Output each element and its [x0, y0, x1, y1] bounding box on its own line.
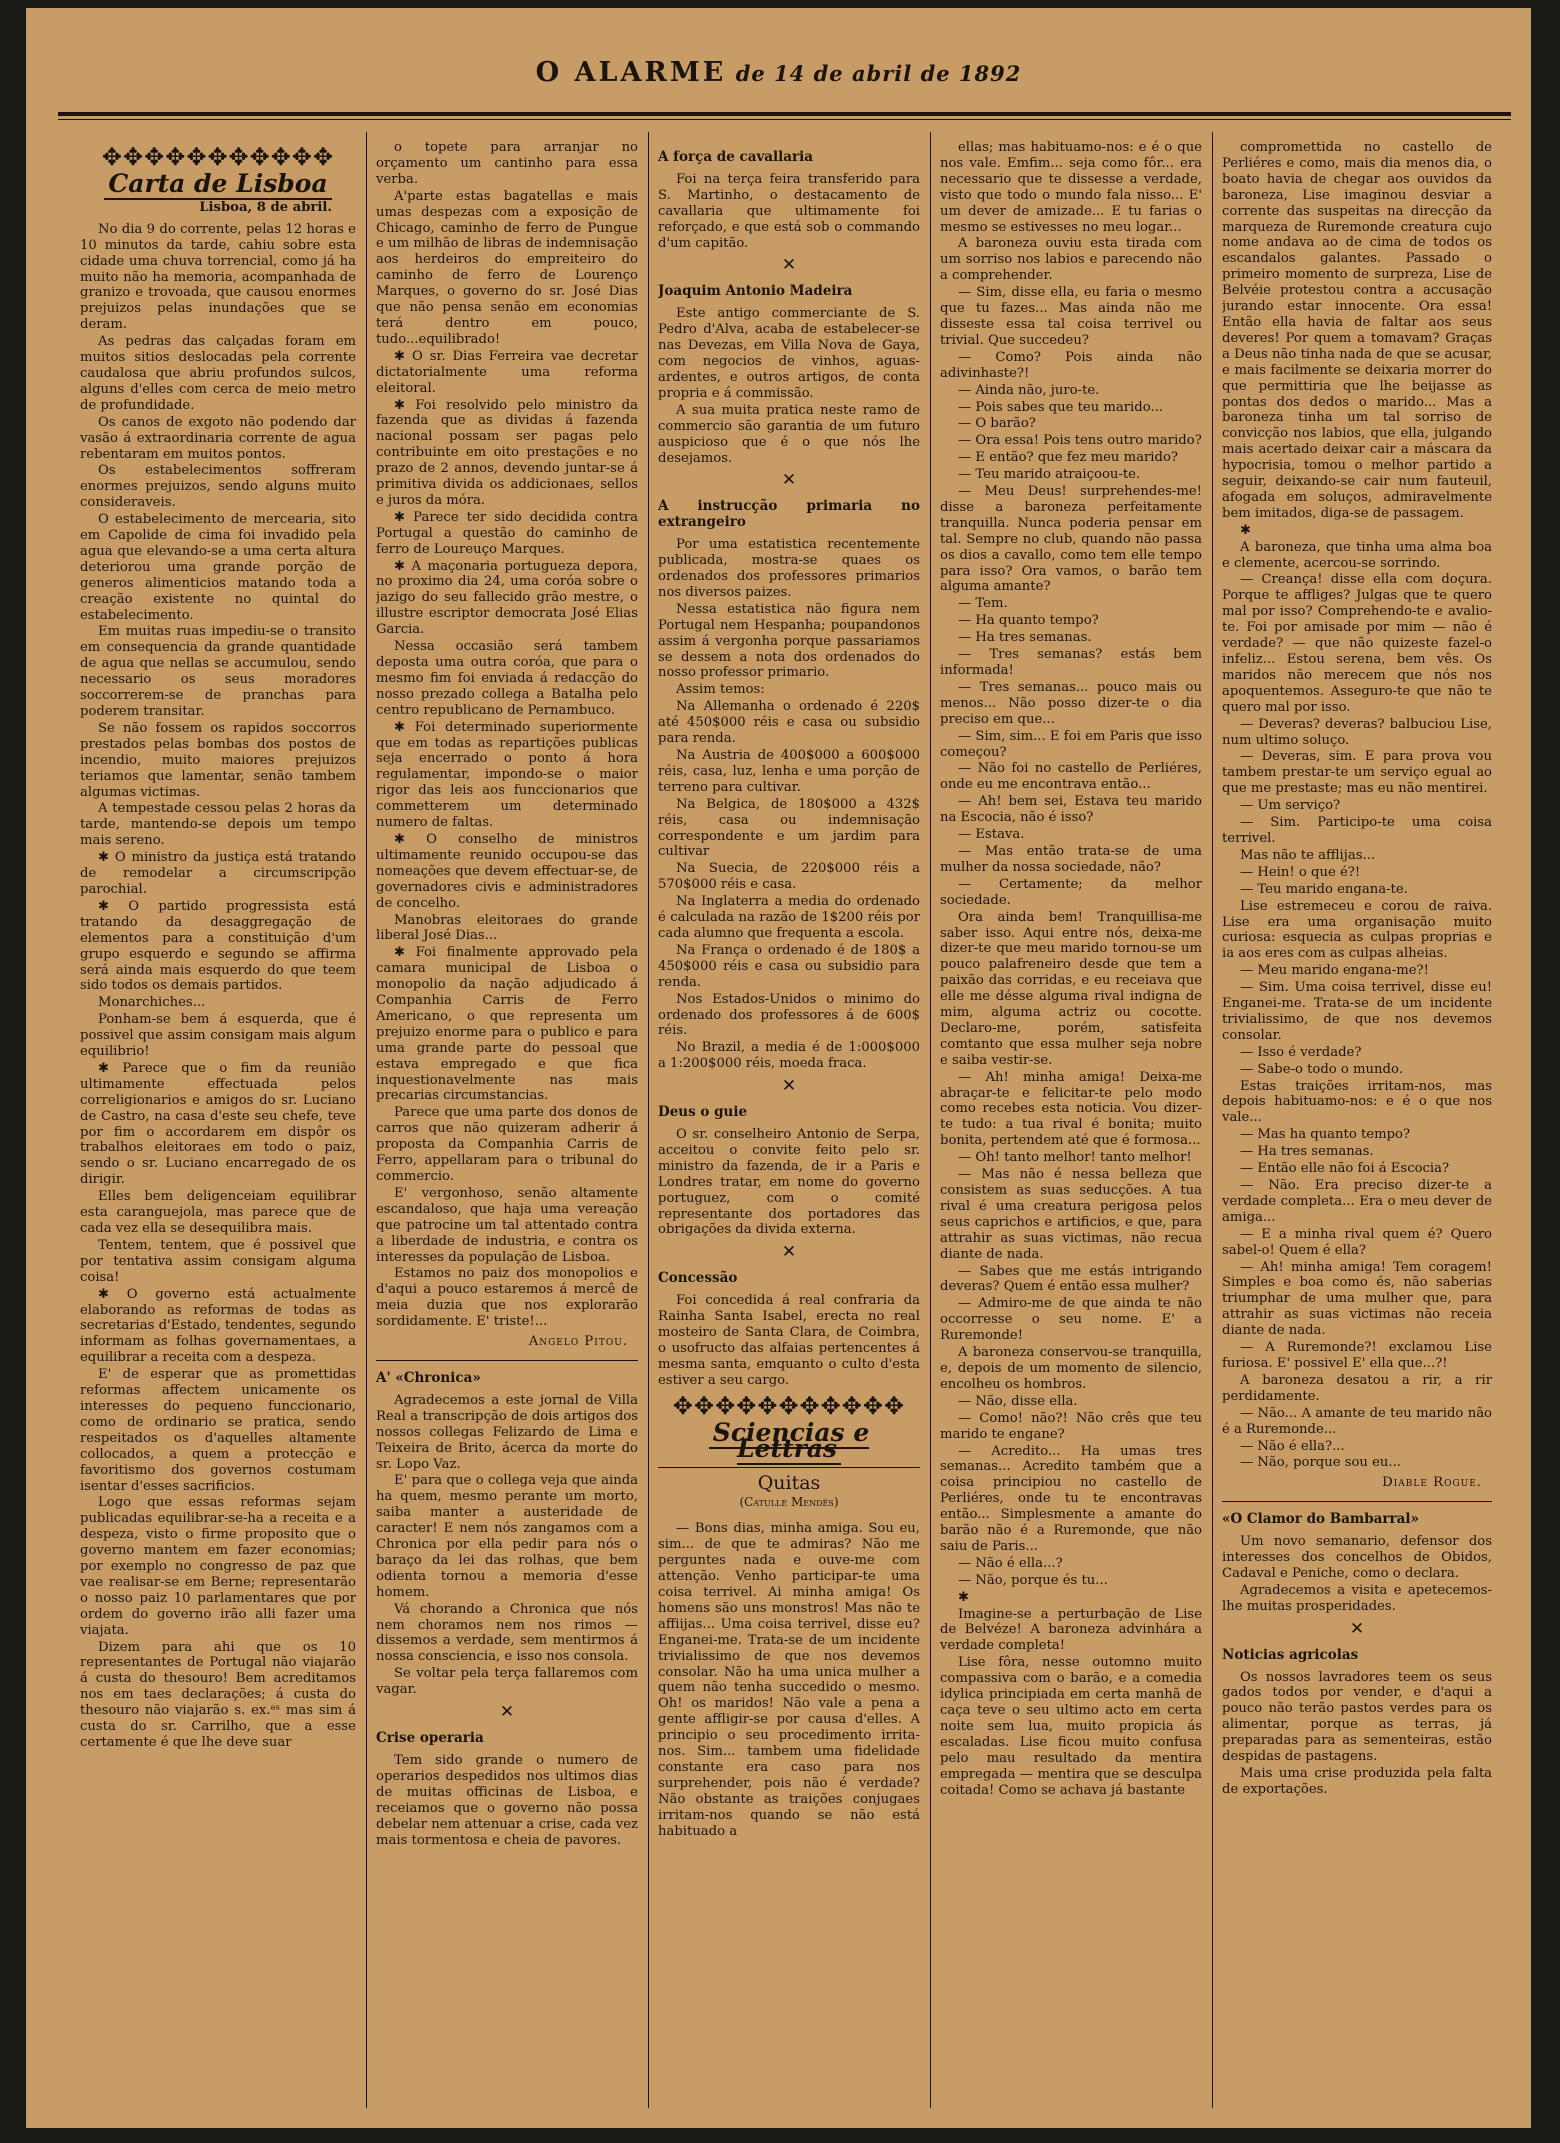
paragraph: Tem sido grande o numero de operarios despedidos nos ultimos dias de muitas officinas de Lisboa, e receiamos que o governo não possa debelar nem attenuar a crise, cada vez mais tormentosa e cheia de pavores.: [376, 1753, 638, 1848]
paragraph: Mas não te afflijas...: [1240, 847, 1376, 863]
paragraph: Os canos de exgoto não podendo dar vasão á extraordinaria corrente de agua rebentaram em muitos pontos.: [80, 414, 356, 462]
paragraph: Vá chorando a Chronica que nós nem choramos nem nos rimos — dissemos a verdade, sem mentirmos á nossa consciencia, e isso nos consola.: [376, 1601, 638, 1665]
paragraph: Tentem, tentem, que é possivel que por tentativa assim consigam alguma coisa!: [80, 1237, 356, 1285]
paragraph: Se não fossem os rapidos soccorros prestados pelas bombas dos postos de incendio, muito maiores prejuizos teriamos que lamentar, senão tambem algumas victimas.: [80, 720, 356, 800]
paragraph: — Deveras? deveras? balbuciou Lise, num ultimo soluço.: [1222, 716, 1492, 748]
article-body: [658, 537, 920, 1072]
paragraph: A'parte estas bagatellas e mais umas despezas com a exposição de Chicago, caminho de ferro de Pungue e um milhão de libras de indemnisação aos herdeiros do empreiteiro do caminho de ferro de Lourenço Marques, o governo do sr. José Dias que não pensa senão em economias terá dentro em pouco, tudo...equilibrado!: [376, 188, 638, 347]
paragraph: — Pois sabes que teu marido...: [958, 399, 1164, 415]
paragraph: Mais uma crise produzida pela falta de exportações.: [1222, 1766, 1492, 1797]
paragraph: Nos Estados-Unidos o minimo do ordenado dos professores á de 600$ réis.: [658, 991, 920, 1039]
paragraph: Foi concedida á real confraria da Rainha Santa Isabel, erecta no real mosteiro de Santa Clara, de Coimbra, o usofructo das alfaias pertencentes á mesma santa, emquanto o culto d'esta estiver a seu cargo.: [658, 1293, 920, 1388]
section-heading-agricolas: Noticias agricolas: [1222, 1646, 1359, 1663]
paragraph: — Mas ha quanto tempo?: [1240, 1127, 1411, 1143]
paragraph: Na Austria de 400$000 a 600$000 réis, casa, luz, lenha e uma porção de terreno para cultivar.: [658, 748, 920, 795]
paragraph: Na Inglaterra a media do ordenado é calculada na razão de 1$200 réis por cada alumno que frequenta a escola.: [658, 894, 920, 941]
masthead-rule: [58, 112, 1511, 116]
paragraph: — Então elle não foi á Escocia?: [1240, 1161, 1450, 1177]
paragraph: A tempestade cessou pelas 2 horas da tarde, mantendo-se depois um tempo mais sereno.: [80, 801, 356, 849]
paragraph: Parece que uma parte dos donos de carros que não quizeram adherir á proposta da Companhia Carris de Ferro, appellaram para o tribunal do commercio.: [376, 1105, 638, 1184]
paragraph: Ora ainda bem! Tranquillisa-me saber isso. Aqui entre nós, deixa-me dizer-te que meu marido tornou-se um pouco palafreneiro desde que tem a paixão das corridas, e eu receiava que elle me désse alguma rival indigna de mim, alguma actriz ou cocotte. Declaro-me, porém, satisfeita comtanto que essa mulher seja nobre e saiba vestir-se.: [940, 909, 1202, 1068]
paragraph: ✱ Parece que o fim da reunião ultimamente effectuada pelos correligionarios e amigos do sr. Luciano de Castro, na casa d'este seu chefe, teve por fim o accordarem em dispôr os trabalhos eleitoraes em todo o paiz, sendo o sr. Luciano encarregado de os dirigir.: [80, 1060, 356, 1188]
section-heading-concessao: Concessão: [658, 1270, 738, 1287]
paragraph: — Sim, sim... E foi em Paris que isso começou?: [940, 728, 1202, 760]
separator-icon: ✕: [781, 255, 797, 276]
paragraph: — Mas não é nessa belleza que consistem as suas seducções. A tua rival é uma creatura perigosa pelos seus caprichos e artificios, e que, para attrahir as suas victimas, não recua diante de nada.: [940, 1167, 1202, 1262]
paragraph: ellas; mas habituamo-nos: e é o que nos vale. Emfim... seja como fôr... era necessario que te dissesse a verdade, visto que todo o mundo fala nisso... E' um dever de amizade... E tu farias o mesmo se estivesses no meu logar...: [940, 140, 1202, 235]
paragraph: — Sim. Participo-te uma coisa terrivel.: [1222, 815, 1492, 846]
paragraph: Agradecemos a este jornal de Villa Real a transcripção de dois artigos dos nossos collegas Felizardo de Lima e Teixeira de Brito, ácerca da morte do sr. Lopo Vaz.: [376, 1392, 638, 1472]
paragraph: ✱ Foi resolvido pelo ministro da fazenda que as dividas á fazenda nacional possam ser pagas pelo contribuinte em oito prestações e no prazo de 2 annos, devendo juntar-se á primitiva divida os addicionaes, sellos e juros da móra.: [376, 397, 638, 508]
dateline: Lisboa, 8 de abril.: [199, 199, 332, 215]
paragraph: — Sabe-o todo o mundo.: [1240, 1061, 1403, 1077]
paragraph: — Não, porque sou eu...: [1240, 1455, 1401, 1471]
paragraph: — Meu Deus! surprehendes-me! disse a baroneza perfeitamente tranquilla. Nunca poderia pensar em tal. Sempre no club, quando não passa os dios a cavallo, como tem elle tempo para isso? Ora vamos, o barão tem alguma amante?: [940, 484, 1202, 595]
separator-icon: ✕: [781, 1076, 797, 1097]
paragraph: o topete para arranjar no orçamento um cantinho para essa verba.: [376, 140, 638, 187]
article-body: [376, 140, 638, 1330]
column-4: [940, 140, 1202, 2100]
paragraph: — Sim, disse ella, eu faria o mesmo que tu fazes... Mas ainda não me disseste essa tal coisa terrivel ou trivial. Que succedeu?: [940, 285, 1202, 348]
paragraph: O estabelecimento de mercearia, sito em Capolide de cima foi invadido pela agua que elevando-se a uma certa altura deteriorou uma grande porção de generos alimenticios matando toda a creação existente no quintal do estabelecimento.: [80, 512, 356, 623]
section-heading-instrucao: A instrucção primaria no extrangeiro: [658, 498, 920, 531]
paragraph: compromettida no castello de Perliéres e como, mais dia menos dia, o boato havia de chegar aos ouvidos da baroneza, Lise imaginou desviar a corrente das suspeitas na direcção da marqueza de Ruremonde creatura cujo nome andava ao de cima de todos os escandalos galantes. Passado o primeiro momento de surpreza, Lise de Belvéie protestou contra a accusação jurando estar innocente. Ora essa! Então ella havia de faltar aos seus deveres! Por quem a tomavam? Graças a Deus não tinha nada de que se acusar, e mais facilmente se deixaria morrer do que permittiria que lhe beijasse as pontas dos dedos o marido... Mas a baroneza tinha um tal sorriso de convicção nos labios, que ella, julgando mais acertado deixar cair a máscara da hypocrisia, tomou o melhor partido a seguir, deixando-se cair num fauteuil, afogada em soluços, admiravelmente bem imitados, diga-se de passagem.: [1222, 140, 1492, 521]
article-body: [658, 1293, 920, 1388]
paragraph: As pedras das calçadas foram em muitos sitios deslocadas pela corrente caudalosa que abriu profundos sulcos, alguns d'elles com cerca de meio metro de profundidade.: [80, 334, 356, 413]
paragraph: — Não... A amante de teu marido não é a Ruremonde...: [1222, 1405, 1492, 1437]
article-body: [80, 222, 356, 1751]
paragraph: — Mas então trata-se de uma mulher da nossa sociedade, não?: [940, 843, 1202, 875]
paragraph: Dizem para ahi que os 10 representantes de Portugal não viajarão á custa do thesouro! Bem acreditamos nos em taes declarações; á custa do thesouro não viajarão s. ex.ᵃˢ mas sim á custa do sr. Carrilho, que a esse certamente é que lhe deve suar: [80, 1639, 356, 1750]
paragraph: Os nossos lavradores teem os seus gados todos por vender, e d'aqui a pouco não terão pastos verdes para os alimentar, porque as terras, já preparadas para as sementeiras, estão despidas de pastagens.: [1222, 1669, 1492, 1765]
paragraph: — Estava.: [958, 827, 1025, 843]
paragraph: — Tres semanas... pouco mais ou menos... Não posso dizer-te o dia preciso em que...: [940, 679, 1202, 727]
paragraph: — Ha tres semanas.: [958, 630, 1092, 646]
paragraph: A baroneza, que tinha uma alma boa e clemente, acercou-se sorrindo.: [1222, 539, 1492, 571]
paragraph: — Não, disse ella.: [958, 1393, 1078, 1409]
paragraph: Lise estremeceu e corou de raiva. Lise era uma organisação muito curiosa: esquecia as culpas proprias e ia aos eres com as culpas alheias.: [1222, 898, 1492, 962]
paragraph: — Ha quanto tempo?: [958, 613, 1099, 629]
newspaper-title: O ALARME: [535, 57, 727, 88]
paragraph: — Teu marido atraiçoou-te.: [958, 467, 1141, 483]
paragraph: — Um serviço?: [1240, 798, 1341, 814]
paragraph: Imagine-se a perturbação de Lise de Belvéze! A baroneza advinhára a verdade completa!: [940, 1606, 1202, 1654]
story-body: [1222, 140, 1492, 1471]
paragraph: Na Belgica, de 180$000 a 432$ réis, casa ou indemnisação correspondente e um jardim para cultivar: [658, 796, 920, 860]
paragraph: Na França o ordenado é de 180$ a 450$000 réis e casa ou subsidio para renda.: [658, 942, 920, 990]
story-title: Quitas: [757, 1471, 821, 1494]
paragraph: — Não é ella...?: [958, 1555, 1063, 1571]
section-heading-chronica: A' «Chronica»: [376, 1369, 481, 1386]
paragraph: ✱ O conselho de ministros ultimamente reunido occupou-se das nomeações que devem effectuar-se, de governadores civis e administradores de concelho.: [376, 831, 638, 911]
paragraph: A baroneza conservou-se tranquilla, e, depois de um momento de silencio, encolheu os hombros.: [940, 1345, 1202, 1392]
author-signature: Angelo Pitou.: [528, 1334, 628, 1350]
column-divider: [648, 132, 649, 2108]
paragraph: ✱ O ministro da justiça está tratando de remodelar a circumscripção parochial.: [80, 850, 356, 897]
ornament-border: ✥✥✥✥✥✥✥✥✥✥✥: [101, 143, 335, 171]
section-heading-cavallaria: A força de cavallaria: [658, 149, 814, 165]
article-body: [1222, 1670, 1492, 1798]
separator-icon: ✕: [1349, 1618, 1365, 1639]
paragraph: E' vergonhoso, senão altamente escandaloso, que haja uma vereação que patrocine um tal attentado contra a liberdade de industria, e contra os interesses da população de Lisboa.: [376, 1185, 638, 1265]
paragraph: — E a minha rival quem é? Quero sabel-o! Quem é ella?: [1222, 1226, 1492, 1258]
paragraph: — Ah! minha amiga! Deixa-me abraçar-te e felicitar-te pelo modo como recebes esta noticia. Vou dizer-te tudo: a tua rival é bonita; muito bonita, pertendem até que é formosa...: [940, 1069, 1202, 1149]
paragraph: Monarchiches...: [98, 995, 206, 1011]
section-rule: [376, 1360, 638, 1361]
issue-date: de 14 de abril de 1892: [735, 61, 1022, 86]
paragraph: — Como! não?! Não crês que teu marido te engane?: [940, 1410, 1202, 1442]
paragraph: ✱ A maçonaria portugueza depora, no proximo dia 24, uma coróa sobre o jazigo do seu fallecido grão mestre, o illustre escriptor democrata José Elias Garcia.: [376, 558, 638, 638]
paragraph: — Tres semanas? estás bem informada!: [940, 647, 1202, 678]
paragraph: Lise fôra, nesse outomno muito compassiva com o barão, e a comedia idylica principiada em certa manhã de caça teve o seu ultimo acto em certa noite sem lua, muito propicia ás escaladas. Lise ficou muito confusa pelo mau resultado da mentira empregada — mentira que se desculpa coitada! Como se achava já bastante: [940, 1655, 1202, 1798]
paragraph: Foi na terça feira transferido para S. Martinho, o destacamento de cavallaria que ultimamente foi reforçado, e que está sob o commando d'um capitão.: [658, 171, 920, 251]
paragraph: — Teu marido engana-te.: [1240, 881, 1408, 897]
paragraph: ✱: [958, 1589, 970, 1605]
masthead: [26, 48, 1531, 98]
paragraph: ✱ O partido progressista está tratando da desaggregação de elementos para a constituição d'um grupo esquerdo e segundo se affirma será ainda mais esquerdo do que teem sido todos os demais partidos.: [80, 898, 356, 994]
paragraph: No Brazil, a media é de 1:000$000 a 1:200$000 réis, moeda fraca.: [658, 1040, 920, 1072]
author-signature: Diable Rogue.: [1382, 1475, 1482, 1491]
section-rule: [1222, 1501, 1492, 1502]
article-body: [376, 1753, 638, 1848]
paragraph: — Deveras, sim. E para prova vou tambem prestar-te um serviço egual ao que me prestaste; mas eu não mentirei.: [1222, 749, 1492, 797]
section-heading-clamor: «O Clamor do Bambarral»: [1222, 1511, 1419, 1528]
paragraph: Por uma estatistica recentemente publicada, mostra-se quaes os ordenados dos professores primarios nos diversos paizes.: [658, 537, 920, 600]
paragraph: — Tem.: [958, 596, 1008, 612]
paragraph: Logo que essas reformas sejam publicadas equilibrar-se-ha a receita e a despeza, visto o firme proposito que o governo mantem em fazer economias; por exemplo no congresso de paz que vae realisar-se em Berne; representarão o nosso paiz 10 parlamentares que por ordem do governo irão alli fazer uma viajata.: [80, 1495, 356, 1638]
section-heading-guie: Deus o guie: [658, 1104, 748, 1121]
paragraph: No dia 9 do corrente, pelas 12 horas e 10 minutos da tarde, cahiu sobre esta cidade uma chuva torrencial, como já ha muito não ha memoria, acompanhada de granizo e trovoada, que causou enormes prejuizos pelas inundações que se deram.: [80, 221, 356, 333]
paragraph: Manobras eleitoraes do grande liberal José Dias...: [376, 912, 638, 944]
paragraph: — Sim. Uma coisa terrivel, disse eu! Enganei-me. Trata-se de um incidente trivialissimo, de que nos devemos consolar.: [1222, 980, 1492, 1043]
paragraph: — E então? que fez meu marido?: [958, 450, 1178, 466]
section-heading-crise: Crise operaria: [376, 1730, 484, 1747]
paragraph: — Certamente; da melhor sociedade.: [940, 876, 1202, 908]
paragraph: Ponham-se bem á esquerda, que é possivel que assim consigam mais algum equilibrio!: [80, 1012, 356, 1060]
paragraph: — Não foi no castello de Perliéres, onde eu me encontrava então...: [940, 761, 1202, 793]
paragraph: — Não, porque és tu...: [958, 1572, 1108, 1588]
paragraph: Agradecemos a visita e apetecemos-lhe muitas prosperidades.: [1222, 1582, 1492, 1614]
paragraph: A sua muita pratica neste ramo de commercio são garantia de um futuro auspicioso que é o que nós lhe desejamos.: [658, 402, 920, 466]
section-heading-madeira: Joaquim Antonio Madeira: [658, 283, 853, 300]
paragraph: — Ora essa! Pois tens outro marido?: [958, 433, 1202, 449]
paragraph: — Ha tres semanas.: [1240, 1144, 1374, 1160]
column-2: [376, 140, 638, 2100]
newspaper-page: [26, 8, 1531, 2128]
article-body: [658, 1127, 920, 1238]
paragraph: — Ainda não, juro-te.: [958, 382, 1100, 398]
paragraph: Em muitas ruas impediu-se o transito em consequencia da grande quantidade de agua que nellas se accumulou, sendo necessario os seus moradores soccorrerem-se de pranchas para poderem transitar.: [80, 624, 356, 719]
paragraph: — Ah! minha amiga! Tem coragem! Simples e boa como és, não saberias triumphar de uma mulher que, para attrahir as suas victimas não receia diante de nada.: [1222, 1259, 1492, 1339]
paragraph: Estas traições irritam-nos, mas depois habituamo-nos: e é o que nos vale...: [1222, 1078, 1492, 1126]
paragraph: Nessa estatistica não figura nem Portugal nem Hespanha; poupandonos assim á vergonha porque passariamos se dessem a nota dos ordenados do nosso professor primario.: [658, 601, 920, 681]
paragraph: Este antigo commerciante de S. Pedro d'Alva, acaba de estabelecer-se nas Devezas, em Villa Nova de Gaya, com negocios de vinhos, aguas-ardentes, e outros artigos, de conta propria e á commissão.: [658, 306, 920, 401]
separator-icon: ✕: [781, 1242, 797, 1263]
paragraph: Nessa occasião será tambem deposta uma outra coróa, que para o mesmo fim foi enviada á redacção do nosso prezado collega a Batalha pelo centro republicano de Pernambuco.: [376, 639, 638, 718]
paragraph: A baroneza desatou a rir, a rir perdidamente.: [1222, 1372, 1492, 1404]
paragraph: ✱ Foi finalmente approvado pela camara municipal de Lisboa o monopolio da nação adjudicado á Companhia Carris de Ferro Americano, o que representa um prejuizo enorme para o publico e para uma grande parte do pessoal que estava empregado e que fica inquestionavelmente nas mais precarias circumstancias.: [376, 945, 638, 1104]
paragraph: O sr. conselheiro Antonio de Serpa, acceitou o convite feito pelo sr. ministro da fazenda, de ir a Paris e Londres tratar, em nome do governo portuguez, com o comité representante dos portadores das obrigações da divida externa.: [658, 1127, 920, 1238]
paragraph: — A Ruremonde?! exclamou Lise furiosa. E' possivel E' ella que...?!: [1222, 1340, 1492, 1371]
column-divider: [930, 132, 931, 2108]
paragraph: — Creança! disse ella com doçura. Porque te affliges? Julgas que te quero mal por isso? Comprehendo-te e avalio-te. Foi por amisade por mim — não é verdade? — que não quizeste fazel-o infeliz... Estou serena, bem vês. Os maridos não merecem que nós nos apoquentemos. Asseguro-te que não te quero mal por isso.: [1222, 572, 1492, 715]
section-heading-carta: Carta de Lisboa: [80, 176, 356, 192]
paragraph: A baroneza ouviu esta tirada com um sorriso nos labios e parecendo não a comprehender.: [940, 236, 1202, 284]
article-body: [658, 306, 920, 466]
paragraph: Se voltar pela terça fallaremos com vagar.: [376, 1666, 638, 1698]
ornament-border: ✥✥✥✥✥✥✥✥✥✥✥: [672, 1391, 906, 1420]
paragraph: — Acredito... Ha umas tres semanas... Acredito também que a coisa principiou no castello de Perliéres, onde tu te encontravas então... Simplesmente a amante do barão não é a Ruremonde, que não saiu de Paris...: [940, 1443, 1202, 1554]
paragraph: — Sabes que me estás intrigando deveras? Quem é então essa mulher?: [940, 1263, 1202, 1295]
article-body: [376, 1393, 638, 1698]
column-5: [1222, 140, 1492, 2100]
paragraph: ✱ Parece ter sido decidida contra Portugal a questão do caminho de ferro de Loureuço Marques.: [376, 509, 638, 557]
column-3: [658, 140, 920, 2100]
paragraph: — Hein! o que é?!: [1240, 864, 1361, 880]
paragraph: — Não. Era preciso dizer-te a verdade completa... Era o meu dever de amiga...: [1222, 1178, 1492, 1225]
story-body: [658, 1521, 920, 1839]
paragraph: ✱ Foi determinado superiormente que em todas as repartições publicas seja encerrado o ponto á hora regulamentar, impondo-se o maior rigor das leis aos funccionarios que commetterem um determinado numero de faltas.: [376, 719, 638, 831]
paragraph: — Não é ella?...: [1240, 1438, 1345, 1454]
section-heading-sciencias: Sciencias e Lettras: [658, 1425, 920, 1457]
paragraph: ✱ O governo está actualmente elaborando as reformas de todas as secretarias d'Estado, tendentes, segundo informam as folhas governamentaes, a equilibrar a receita com a despeza.: [80, 1286, 356, 1366]
paragraph: — Admiro-me de que ainda te não occorresse o seu nome. E' a Ruremonde!: [940, 1296, 1202, 1344]
masthead-rule-thin: [58, 119, 1511, 120]
section-rule: [658, 1467, 920, 1468]
paragraph: Na Suecia, de 220$000 réis a 570$000 réis e casa.: [658, 861, 920, 893]
separator-icon: ✕: [781, 470, 797, 491]
paragraph: Elles bem deligenceiam equilibrar esta caranguejola, mas parece que de cada vez ella se desequilibra mais.: [80, 1189, 356, 1236]
article-body: [1222, 1534, 1492, 1615]
paragraph: ✱: [1240, 522, 1252, 538]
paragraph: Um novo semanario, defensor dos interesses dos concelhos de Obidos, Cadaval e Peniche, como o declara.: [1222, 1534, 1492, 1581]
paragraph: ✱ O sr. Dias Ferreira vae decretar dictatorialmente uma reforma eleitoral.: [376, 348, 638, 396]
paragraph: E' de esperar que as promettidas reformas affectem unicamente os interesses do pequeno funccionario, como de ordinario se pratica, sendo respeitados os d'aquelles altamente collocados, a quem a protecção e favoritismo dos governos costumam isentar d'esses sacrificios.: [80, 1367, 356, 1494]
column-divider: [366, 132, 367, 2108]
paragraph: Os estabelecimentos soffreram enormes prejuizos, sendo alguns muito consideraveis.: [80, 463, 356, 511]
paragraph: — Meu marido engana-me?!: [1240, 963, 1429, 979]
story-body: [940, 140, 1202, 1798]
paragraph: — Como? Pois ainda não adivinhaste?!: [940, 349, 1202, 381]
paragraph: — Isso é verdade?: [1240, 1044, 1362, 1060]
paragraph: Na Allemanha o ordenado é 220$ até 450$000 réis e casa ou subsidio para renda.: [658, 699, 920, 747]
column-1: [80, 140, 356, 2100]
article-body: [658, 172, 920, 252]
column-divider: [1212, 132, 1213, 2108]
paragraph: — Bons dias, minha amiga. Sou eu, sim... de que te admiras? Não me perguntes nada e ouve-me com attenção. Venho participar-te uma coisa terrivel. Ai minha amiga! Os homens são uns monstros! Mas não te affiijas... Uma coisa terrivel, disse eu? Enganei-me. Trata-se de um incidente trivialissimo de que nos devemos consolar. Não ha uma unica mulher a quem não tenha succedido o mesmo. Oh! os maridos! Não vale a pena a gente affligir-se por causa d'elles. A principio o seu procedimento irrita-nos. Sim... tambem uma fidelidade constante era caso para nos surprehender, pois não é verdade? Não obstante as traições conjugaes irritam-nos quando se não está habituado a: [658, 1521, 920, 1839]
paragraph: Assim temos:: [676, 682, 765, 698]
separator-icon: ✕: [499, 1702, 515, 1723]
paragraph: E' para que o collega veja que ainda ha quem, mesmo perante um morto, saiba manter a austeridade de caracter! E nem nós zangamos com a Chronica por ella pedir para nós o baraço da lei das rolhas, que bem odienta tornou a memoria d'esse homem.: [376, 1473, 638, 1600]
story-author: (Catulle Mendès): [739, 1495, 839, 1510]
paragraph: Estamos no paiz dos monopolios e d'aqui a pouco estaremos á mercê de meia duzia que nos explorarão sordidamente. E' triste!...: [376, 1266, 638, 1330]
paragraph: — Ah! bem sei, Estava teu marido na Escocia, não é isso?: [940, 794, 1202, 826]
paragraph: — O barão?: [958, 416, 1036, 432]
paragraph: — Oh! tanto melhor! tanto melhor!: [958, 1150, 1192, 1166]
